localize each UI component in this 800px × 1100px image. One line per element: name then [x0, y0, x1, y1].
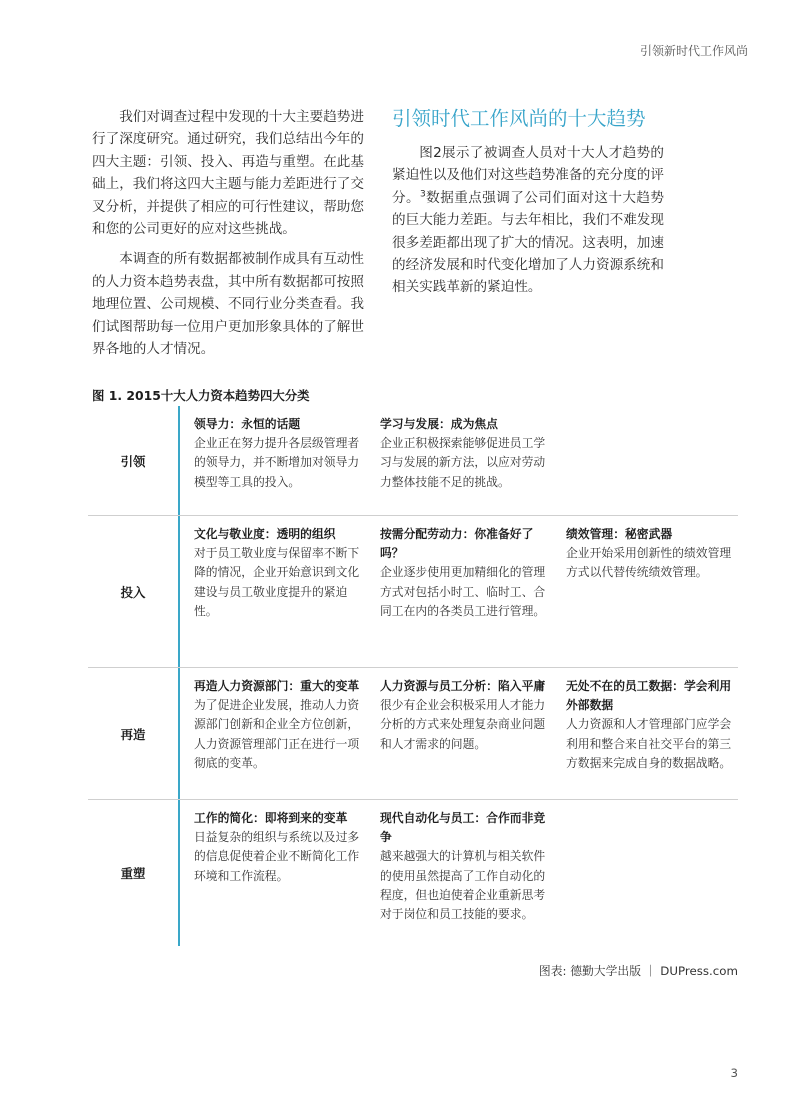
table-row — [88, 516, 738, 668]
trend-description: 企业逐步使用更加精细化的管理方式对包括小时工、临时工、合同工在内的各类员工进行管理。 — [380, 565, 546, 618]
trend-cell — [180, 516, 366, 667]
body-paragraph: 我们对调查过程中发现的十大主要趋势进行了深度研究。通过研究，我们总结出今年的四大主题：引领、投入、再造与重塑。在此基础上，我们将这四大主题与能力差距进行了交叉分析，并提供了相应的可行性建议，帮助您和您的公司更好的应对这些挑战。 — [92, 109, 364, 238]
trend-cell — [366, 668, 552, 799]
trend-heading: 现代自动化与员工：合作而非竞争 — [380, 811, 546, 845]
trend-description: 越来越强大的计算机与相关软件的使用虽然提高了工作自动化的程度，但也迫使着企业重新思考对于岗位和员工技能的要求。 — [380, 849, 546, 922]
trend-description: 企业开始采用创新性的绩效管理方式以代替传统绩效管理。 — [566, 546, 732, 580]
row-label: 投入 — [88, 516, 180, 667]
trend-cell — [180, 406, 366, 515]
trend-description: 日益复杂的组织与系统以及过多的信息促使着企业不断简化工作环境和工作流程。 — [194, 830, 360, 883]
trend-heading: 再造人力资源部门：重大的变革 — [194, 679, 360, 693]
trend-heading: 领导力：永恒的话题 — [194, 417, 301, 431]
trend-heading: 学习与发展：成为焦点 — [380, 417, 498, 431]
trend-cell — [552, 516, 738, 667]
trend-cell-empty — [552, 800, 738, 946]
trend-description: 很少有企业会积极采用人才能力分析的方式来处理复杂商业问题和人才需求的问题。 — [380, 698, 546, 751]
right-column — [392, 106, 664, 307]
body-paragraph — [392, 142, 664, 299]
body-paragraph: 本调查的所有数据都被制作成具有互动性的人力资本趋势表盘，其中所有数据都可按照地理位置、公司规模、不同行业分类查看。我们试图帮助每一位用户更加形象具体的了解世界各地的人才情况。 — [92, 251, 364, 358]
row-label: 重塑 — [88, 800, 180, 946]
running-header: 引领新时代工作风尚 — [639, 44, 748, 58]
figure-source: 图表: 德勤大学出版 ｜ DUPress.com — [538, 964, 738, 978]
trend-heading: 按需分配劳动力：你准备好了吗？ — [380, 527, 534, 561]
trend-description: 对于员工敬业度与保留率不断下降的情况，企业开始意识到文化建设与员工敬业度提升的紧迫性。 — [194, 546, 360, 618]
trend-description: 为了促进企业发展，推动人力资源部门创新和企业全方位创新，人力资源管理部门正在进行一项彻底的变革。 — [194, 698, 360, 770]
row-label: 再造 — [88, 668, 180, 799]
table-row — [88, 668, 738, 800]
trend-cell — [180, 668, 366, 799]
trend-heading: 无处不在的员工数据：学会利用外部数据 — [566, 679, 732, 713]
section-title: 引领时代工作风尚的十大趋势 — [392, 107, 646, 130]
left-column — [92, 106, 364, 368]
trend-heading: 工作的简化：即将到来的变革 — [194, 811, 348, 825]
page-number: 3 — [730, 1066, 738, 1080]
table-row — [88, 800, 738, 946]
trend-description: 人力资源和人才管理部门应学会利用和整合来自社交平台的第三方数据来完成自身的数据战略。 — [566, 717, 732, 770]
trend-cell — [180, 800, 366, 946]
trend-heading: 绩效管理：秘密武器 — [566, 527, 673, 541]
trend-heading: 文化与敬业度：透明的组织 — [194, 527, 336, 541]
trend-description: 企业正在努力提升各层级管理者的领导力，并不断增加对领导力模型等工具的投入。 — [194, 436, 360, 489]
table-row — [88, 406, 738, 516]
trend-cell-empty — [552, 406, 738, 515]
trend-cell — [366, 406, 552, 515]
paragraph-text-pre: 图2展示了被调查人员对十大人才趋势的紧迫性以及他们对这些趋势准备的充分度的评分。 — [392, 145, 664, 206]
trend-description: 企业正积极探索能够促进员工学习与发展的新方法，以应对劳动力整体技能不足的挑战。 — [380, 436, 546, 489]
trend-cell — [552, 668, 738, 799]
footnote-reference[interactable]: 3 — [420, 189, 426, 200]
paragraph-text-post: 数据重点强调了公司们面对这十大趋势的巨大能力差距。与去年相比，我们不难发现很多差距都出现了扩大的情况。这表明，加速的经济发展和时代变化增加了人力资源系统和相关实践革新的紧迫性。 — [392, 189, 665, 296]
trends-table — [88, 406, 738, 946]
figure-title: 图 1. 2015十大人力资本趋势四大分类 — [92, 388, 310, 403]
row-label: 引领 — [88, 406, 180, 515]
trend-heading: 人力资源与员工分析：陷入平庸 — [380, 679, 546, 693]
trend-cell — [366, 800, 552, 946]
trend-cell — [366, 516, 552, 667]
